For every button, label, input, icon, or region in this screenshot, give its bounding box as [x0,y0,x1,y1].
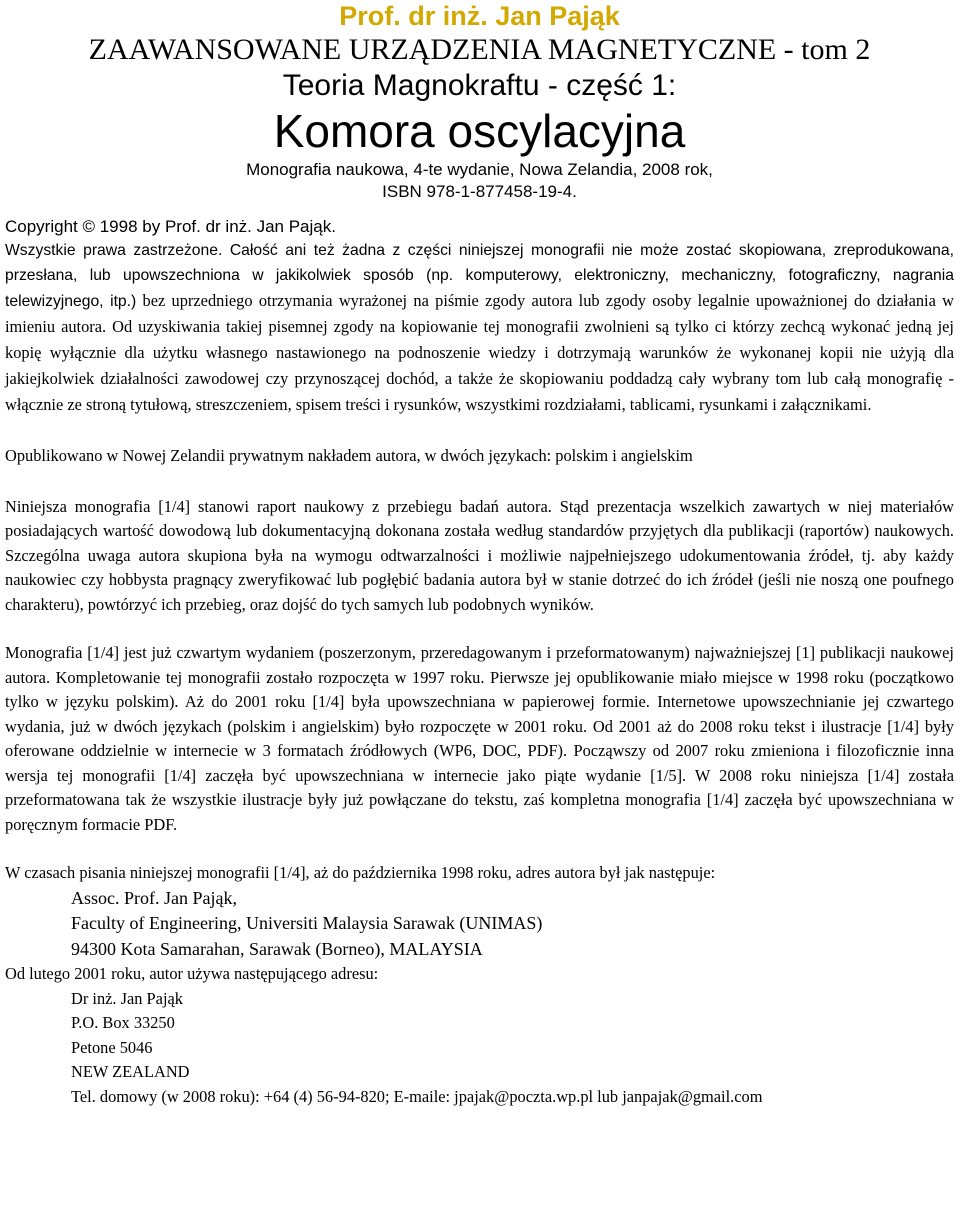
address-intro: W czasach pisania niniejszej monografii [1/4], aż do października 1998 roku, adres autora był jak następuje: [5,863,716,882]
rights-paragraph [5,238,954,418]
history-paragraph: Monografia [1/4] jest już czwartym wydaniem (poszerzonym, przeredagowanym i przeformatowanym) najważniejszej [1] publikacji naukowej autora. Kompletowanie tej monografii zostało rozpoczęta w 1997 roku. Pierwsze jej opublikowanie miało miejsce w 1998 roku (początkowo tylko w języku polskim). Aż do 2001 roku [1/4] była upowszechniana w papierowej formie. Internetowe upowszechnianie jej czwartego wydania, już w dwóch językach (polskim i angielskim) było rozpoczęte w 2001 roku. Od 2001 aż do 2008 roku tekst i ilustracje [1/4] były oferowane oddzielnie w internecie w 3 formatach źródłowych (WP6, DOC, PDF). Począwszy od 2007 roku zmieniona i filozoficznie inna wersja tej monografii [1/4] zaczęła być upowszechniana w internecie jako piąte wydanie [1/5]. W 2008 roku niniejsza [1/4] została przeformatowana tak że wszystkie ilustracje były już powłączane do tekstu, zaś kompletna monografia [1/4] zaczęła być upowszechniana w poręcznym formacie PDF. [5,643,954,834]
old-address-block [5,886,954,963]
published-paragraph: Opublikowano w Nowej Zelandii prywatnym nakładem autora, w dwóch językach: polskim i angielskim [5,446,693,465]
monograph-title: Komora oscylacyjna [273,105,686,157]
new-address-line: NEW ZEALAND [71,1062,190,1081]
author-heading: Prof. dr inż. Jan Pająk [339,1,620,31]
new-address-line: Dr inż. Jan Pająk [71,988,183,1008]
copyright-notice: Copyright © 1998 by Prof. dr inż. Jan Pająk. [5,217,336,236]
isbn-line: ISBN 978-1-877458-19-4. [382,182,577,201]
part-title: Teoria Magnokraftu - część 1: [282,69,677,102]
series-title: ZAAWANSOWANE URZĄDZENIA MAGNETYCZNE - tom 2 [88,33,871,66]
rights-text-sans: Wszystkie prawa zastrzeżone. Całość ani też żadna z części niniejszej monografii nie może zostać skopiowana, zreprodukowana, przesłana, lub upowszechniona w jakikolwiek sposób (np. komputerowy, elektroniczny, mechaniczny, fotograficzny, nagrania telewizyjnego, itp.) [5,242,954,310]
new-address-line: Petone 5046 [71,1037,153,1057]
old-address-line: Faculty of Engineering, Universiti Malaysia Sarawak (UNIMAS) [71,913,543,933]
new-address-intro: Od lutego 2001 roku, autor używa następującego adresu: [5,964,379,983]
contact-line: Tel. domowy (w 2008 roku): +64 (4) 56-94-820; E-maile: jpajak@poczta.wp.pl lub janpajak@gmail.com [71,1086,763,1106]
report-paragraph: Niniejsza monografia [1/4] stanowi raport naukowy z przebiegu badań autora. Stąd prezentacja wszelkich zawartych w niej materiałów posiadających wartość dowodową lub dokumentacyjną dokonana została według standardów przyjętych dla publikacji (raportów) naukowych. Szczególna uwaga autora skupiona była na wymogu odtwarzalności i możliwie najpełniejszego udokumentowania źródeł, tj. aby każdy naukowiec czy hobbysta pragnący zweryfikować lub pogłębić badania autora był w stanie dotrzeć do ich źródeł (jeśli nie noszą one poufnego charakteru), powtórzyć ich przebieg, oraz dojść do tych samych lub podobnych wyników. [5,496,954,614]
rights-text-serif: bez uprzedniego otrzymania wyrażonej na piśmie zgody autora lub zgody osoby legalnie upoważnionej do działania w imieniu autora. Od uzyskiwania takiej pisemnej zgody na kopiowanie tej monografii zwolnieni są tylko ci którzy zechcą wykonać jedną jej kopię wyłącznie dla użytku własnego nastawionego na podnoszenie wiedzy i dotrzymają warunków że wykonanej kopii nie użyją dla jakiejkolwiek działalności zawodowej czy przynoszącej dochód, a także że skopiowaniu poddadzą cały wybrany tom lub całą monografię - włącznie ze stroną tytułową, streszczeniem, spisem treści i rysunków, wszystkimi rozdziałami, tablicami, rysunkami i załącznikami. [5,291,954,414]
old-address-line: 94300 Kota Samarahan, Sarawak (Borneo), MALAYSIA [71,938,483,959]
edition-line: Monografia naukowa, 4-te wydanie, Nowa Zelandia, 2008 rok, [246,160,713,179]
new-address-line: P.O. Box 33250 [71,1013,175,1032]
title-block [5,0,954,203]
new-address-block [5,987,954,1110]
old-address-line: Assoc. Prof. Jan Pająk, [71,887,237,908]
